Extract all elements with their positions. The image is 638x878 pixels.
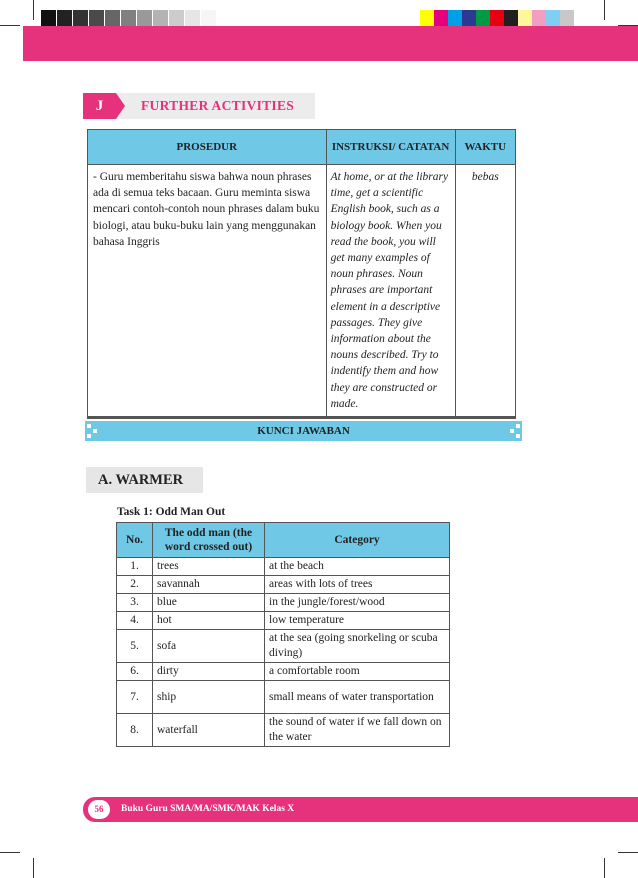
header-instruksi: INSTRUKSI/ CATATAN: [326, 130, 455, 165]
cell-no: 2.: [117, 576, 153, 594]
cell-category: low temperature: [265, 612, 450, 630]
header-prosedur: PROSEDUR: [88, 130, 327, 165]
cell-no: 3.: [117, 594, 153, 612]
section-letter: J: [83, 93, 116, 119]
gray-swatch: [73, 10, 89, 27]
color-swatch: [546, 10, 560, 27]
cell-word: dirty: [153, 663, 265, 681]
table-row: [117, 558, 450, 576]
cell-word: trees: [153, 558, 265, 576]
cell-no: 1.: [117, 558, 153, 576]
instruksi-cell: At home, or at the library time, get a scientific English book, such as a biology book. When you read the book, you will get many examples of noun phrases. Noun phrases are important element in a descriptive passages. They give information about the nouns described. Try to indentify them and how they are constructed or made.: [326, 165, 455, 418]
book-title: Buku Guru SMA/MA/SMK/MAK Kelas X: [121, 804, 295, 814]
cell-category: at the sea (going snorkeling or scuba diving): [265, 630, 450, 663]
gray-swatch: [89, 10, 105, 27]
color-swatch: [504, 10, 518, 27]
kunci-jawaban-bar: [85, 421, 522, 441]
cell-no: 8.: [117, 714, 153, 747]
cell-word: hot: [153, 612, 265, 630]
header-no: No.: [117, 523, 153, 558]
gray-swatch: [41, 10, 57, 27]
cell-category: areas with lots of trees: [265, 576, 450, 594]
gray-swatch: [153, 10, 169, 27]
table-row: [117, 576, 450, 594]
cell-word: blue: [153, 594, 265, 612]
cell-category: in the jungle/forest/wood: [265, 594, 450, 612]
prosedur-cell: - Guru memberitahu siswa bahwa noun phrases ada di semua teks bacaan. Guru meminta siswa mencari contoh-contoh noun phrases dalam buku biologi, atau buku-buku lain yang menggunakan bahasa Inggris: [88, 165, 327, 418]
odd-man-out-table: [116, 522, 450, 747]
table-row: [117, 681, 450, 714]
header-waktu: WAKTU: [455, 130, 515, 165]
color-swatch: [462, 10, 476, 27]
color-swatch: [490, 10, 504, 27]
gray-swatch: [169, 10, 185, 27]
cell-word: sofa: [153, 630, 265, 663]
kunci-jawaban-label: KUNCI JAWABAN: [257, 425, 350, 437]
color-swatch: [420, 10, 434, 27]
task-title: Task 1: Odd Man Out: [117, 506, 226, 518]
color-swatch: [476, 10, 490, 27]
table-row: [117, 714, 450, 747]
cell-no: 4.: [117, 612, 153, 630]
table-row: [117, 663, 450, 681]
warmer-heading-text: A. WARMER: [98, 472, 184, 488]
arrow-icon: [116, 93, 125, 119]
cell-word: waterfall: [153, 714, 265, 747]
cell-category: the sound of water if we fall down on the water: [265, 714, 450, 747]
cell-category: a comfortable room: [265, 663, 450, 681]
waktu-cell: bebas: [455, 165, 515, 418]
gray-swatch: [105, 10, 121, 27]
grayscale-calibration-strip: [41, 10, 217, 27]
color-swatch: [434, 10, 448, 27]
page-footer: [83, 797, 638, 822]
further-activities-heading: [83, 93, 315, 119]
cell-word: savannah: [153, 576, 265, 594]
table-row: [117, 630, 450, 663]
table-row: [117, 594, 450, 612]
gray-swatch: [137, 10, 153, 27]
color-calibration-strip: [420, 10, 574, 27]
header-band: [23, 26, 638, 61]
gray-swatch: [185, 10, 201, 27]
color-swatch: [560, 10, 574, 27]
activities-table: [87, 129, 516, 419]
color-swatch: [448, 10, 462, 27]
gray-swatch: [201, 10, 217, 27]
warmer-heading: [86, 467, 203, 493]
cell-no: 5.: [117, 630, 153, 663]
cell-no: 7.: [117, 681, 153, 714]
gray-swatch: [57, 10, 73, 27]
page-number: 56: [88, 800, 110, 819]
header-category: Category: [265, 523, 450, 558]
table-row: [117, 612, 450, 630]
cell-no: 6.: [117, 663, 153, 681]
cell-category: small means of water transportation: [265, 681, 450, 714]
header-word: The odd man (the word crossed out): [153, 523, 265, 558]
gray-swatch: [121, 10, 137, 27]
color-swatch: [518, 10, 532, 27]
cell-word: ship: [153, 681, 265, 714]
cell-category: at the beach: [265, 558, 450, 576]
section-title: FURTHER ACTIVITIES: [141, 98, 295, 113]
color-swatch: [532, 10, 546, 27]
